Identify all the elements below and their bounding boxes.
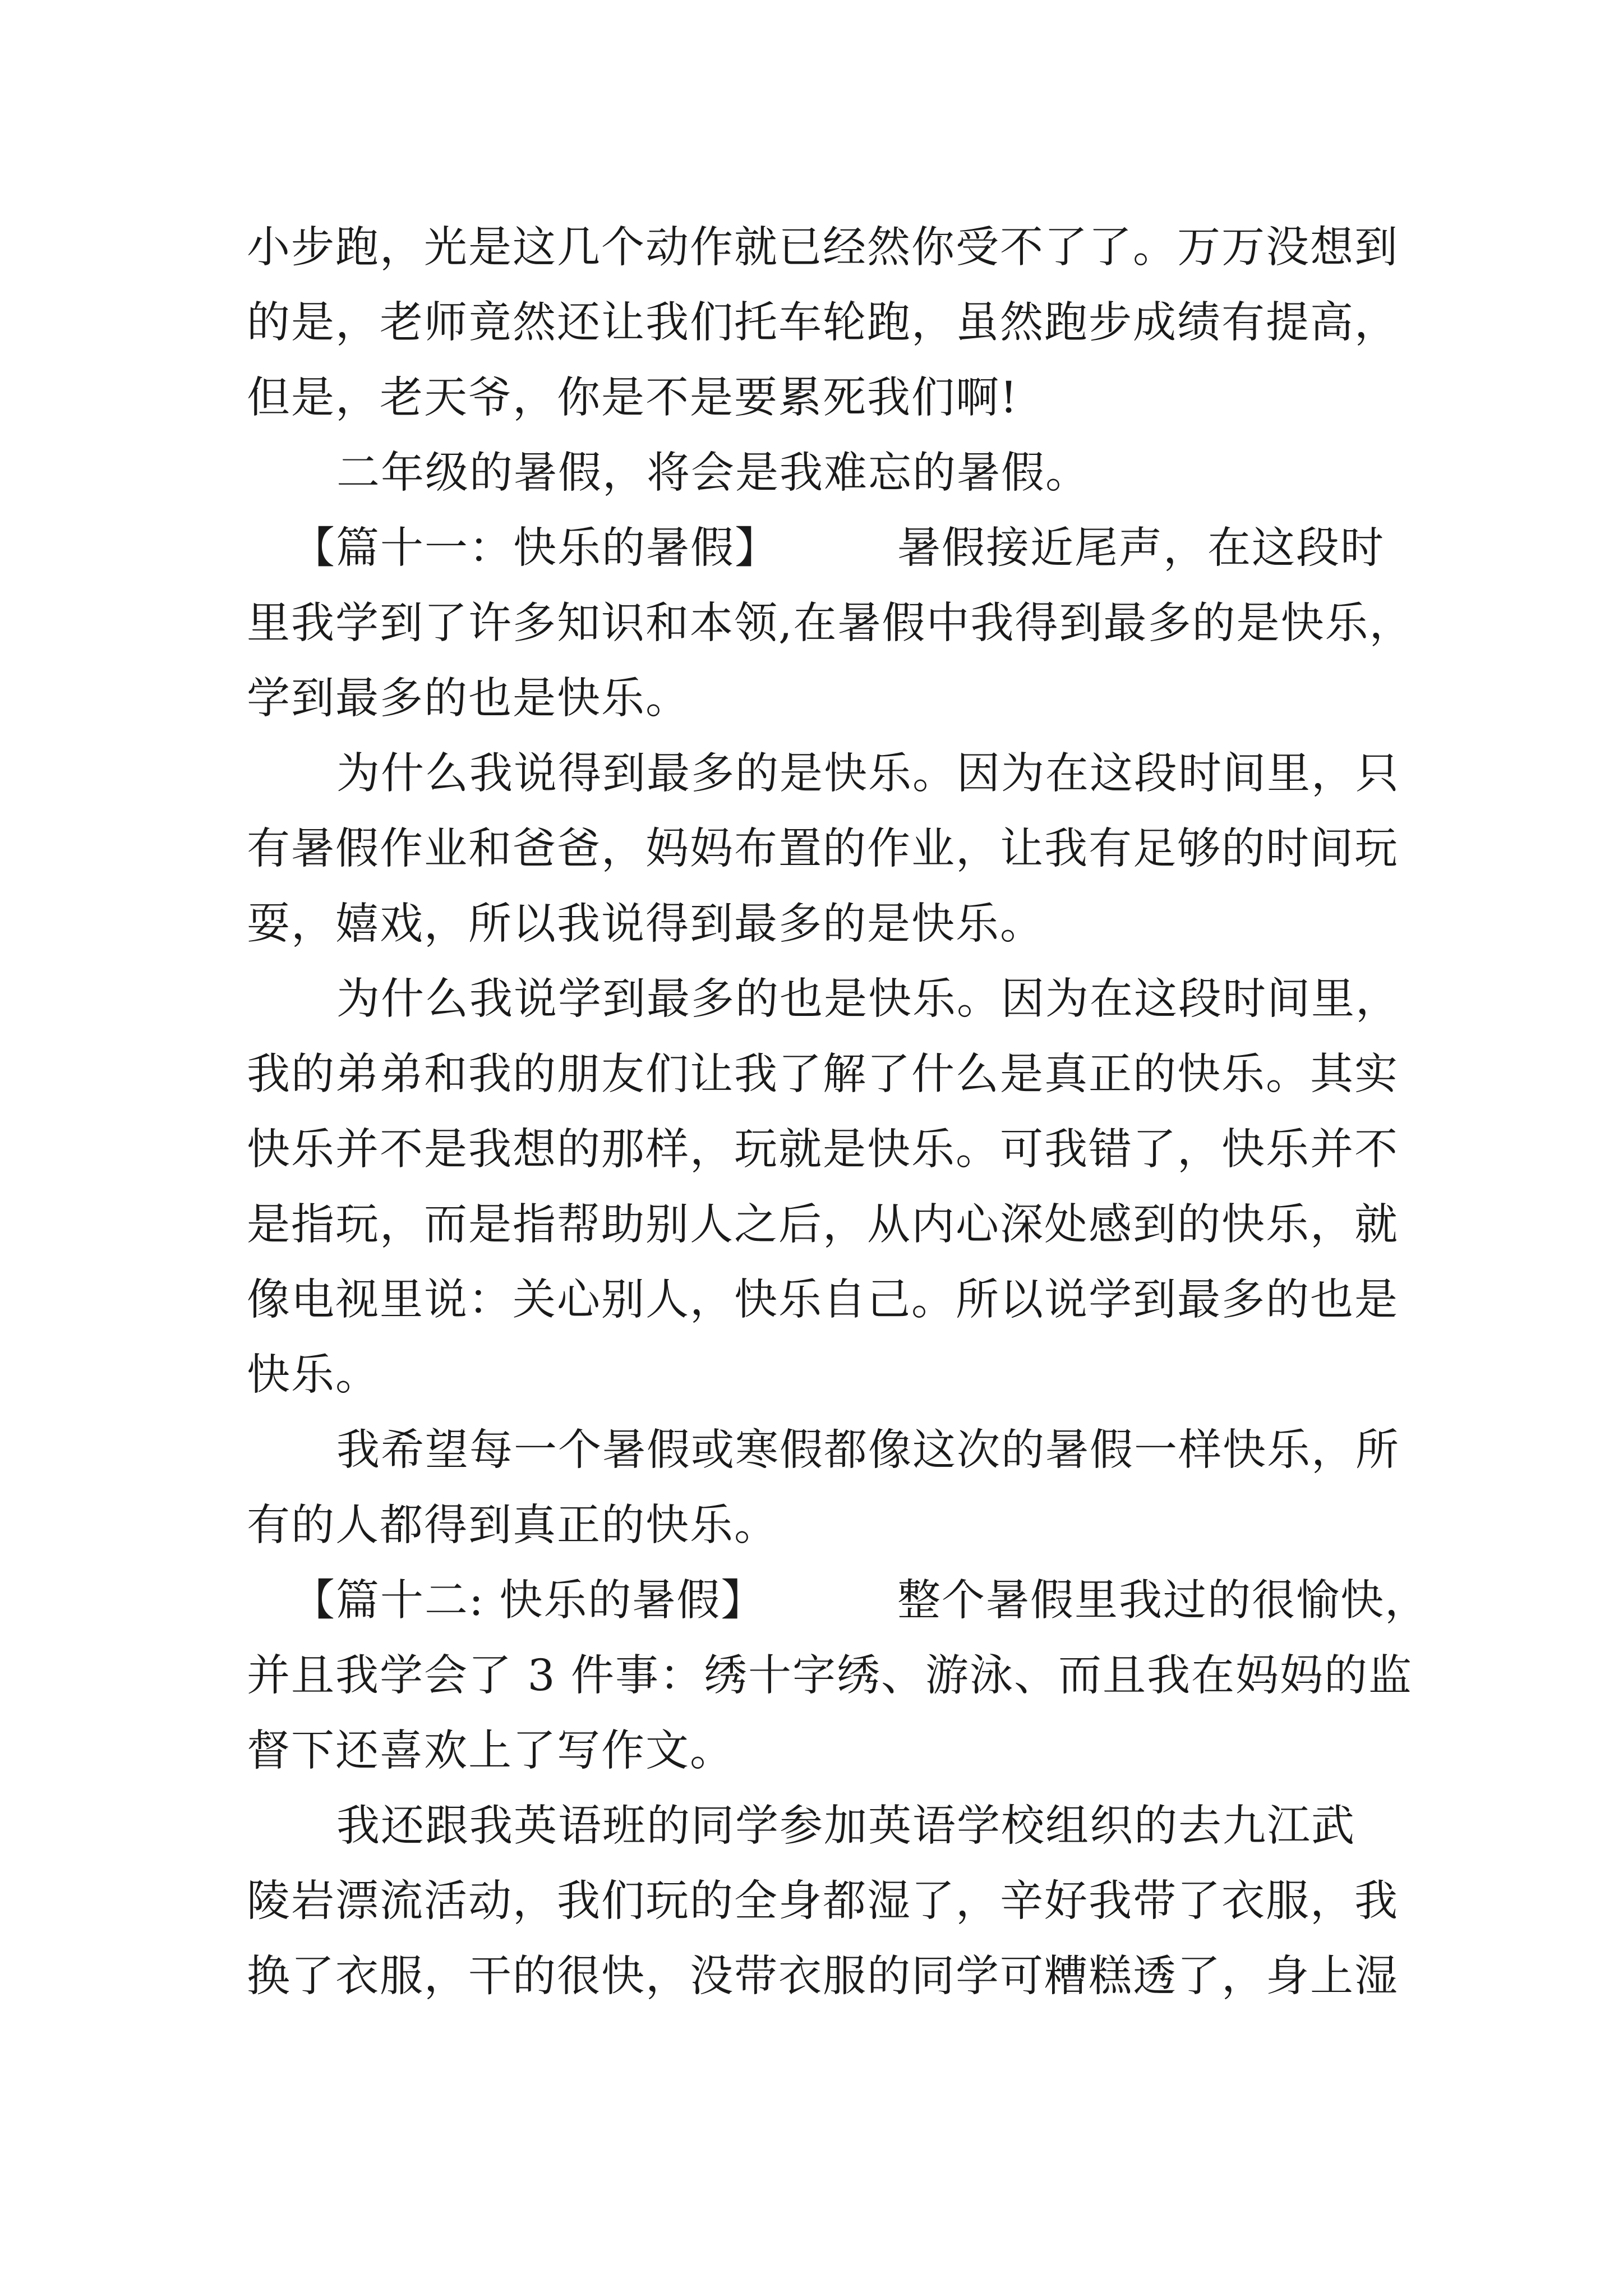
text-line: 学到最多的也是快乐。 [247, 674, 690, 724]
text-line: 我的弟弟和我的朋友们让我了解了什么是真正的快乐。其实 [247, 1050, 1399, 1099]
text-line: 快乐。 [247, 1350, 380, 1400]
section-heading: 【篇十一：快乐的暑假】 [292, 523, 779, 573]
text-line: 里我学到了许多知识和本领,在暑假中我得到最多的是快乐， [247, 599, 1414, 648]
text-line: 耍，嬉戏，所以我说得到最多的是快乐。 [247, 899, 1044, 949]
text-line: 督下还喜欢上了写作文。 [247, 1726, 734, 1776]
section-heading: 【篇十二: 快乐的暑假】 [292, 1576, 766, 1626]
text-line: 换了衣服，干的很快，没带衣服的同学可糟糕透了，身上湿 [247, 1952, 1399, 2001]
text-line: 为什么我说得到最多的是快乐。因为在这段时间里，只 [336, 749, 1400, 799]
text-line: 是指玩，而是指帮助别人之后，从内心深处感到的快乐，就 [247, 1200, 1399, 1250]
text-line: 陵岩漂流活动，我们玩的全身都湿了，辛好我带了衣服，我 [247, 1876, 1399, 1926]
text-line: 为什么我说学到最多的也是快乐。因为在这段时间里， [336, 974, 1400, 1024]
text-line: 我希望每一个暑假或寒假都像这次的暑假一样快乐，所 [336, 1425, 1400, 1475]
section-heading-line [292, 1563, 1436, 1639]
text-line: 二年级的暑假，将会是我难忘的暑假。 [336, 448, 1090, 498]
text-line: 快乐并不是我想的那样，玩就是快乐。可我错了，快乐并不 [247, 1125, 1399, 1175]
text-line: 有的人都得到真正的快乐。 [247, 1501, 778, 1550]
text-line: 像电视里说：关心别人，快乐自己。所以说学到最多的也是 [247, 1275, 1399, 1325]
text-line: 的是，老师竟然还让我们托车轮跑，虽然跑步成绩有提高， [247, 298, 1399, 348]
text-line: 有暑假作业和爸爸，妈妈布置的作业，让我有足够的时间玩 [247, 824, 1399, 874]
section-heading-line [292, 511, 1436, 586]
section-first-line: 暑假接近尾声，在这段时 [897, 523, 1385, 573]
text-line: 但是，老天爷，你是不是要累死我们啊! [247, 373, 1018, 423]
section-first-line: 整个暑假里我过的很愉快， [897, 1576, 1429, 1626]
text-line: 我还跟我英语班的同学参加英语学校组织的去九江武 [336, 1801, 1355, 1851]
text-line: 并且我学会了 3 件事：绣十字绣、游泳、而且我在妈妈的监 [247, 1651, 1413, 1701]
text-line: 小步跑，光是这几个动作就已经然你受不了了。万万没想到 [247, 223, 1399, 273]
